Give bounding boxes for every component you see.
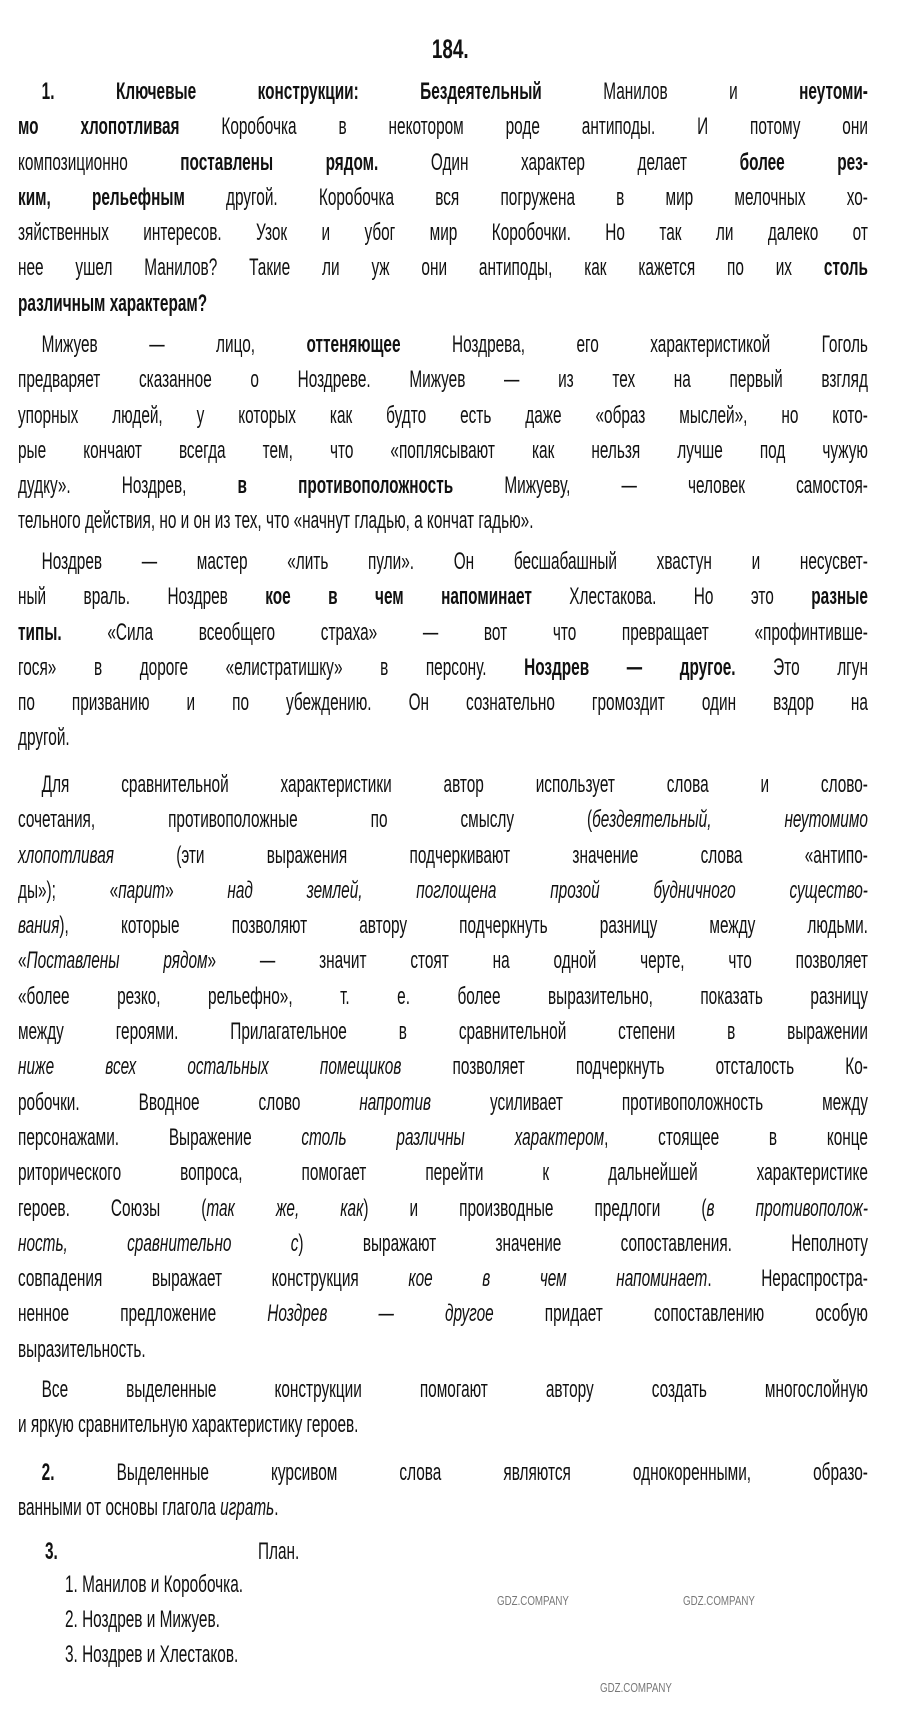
text-line	[18, 109, 868, 144]
text-line-content	[18, 615, 868, 650]
text-segment: «	[18, 947, 27, 975]
italic-text: хлопотливая	[18, 841, 114, 869]
text-segment: Выделенные курсивом слова являются однокоренными, образо-	[54, 1459, 868, 1486]
text-line	[18, 720, 868, 755]
text-line-content	[18, 908, 868, 943]
text-line	[18, 802, 868, 837]
watermark: GDZ.COMPANY	[497, 1593, 569, 1608]
text-segment: риторического вопроса, помогает перейти к дальнейшей характеристике	[18, 1159, 868, 1187]
text-segment: персонажами. Выражение	[18, 1123, 302, 1151]
text-segment: упорных людей, у которых как будто есть даже «образ мыслей», но кото-	[18, 401, 868, 429]
bold-text: 1. Ключевые конструкции: Бездеятельный	[41, 78, 542, 105]
text-line-content	[18, 433, 868, 468]
text-segment: сочетания, противоположные по смыслу (	[18, 806, 593, 834]
italic-text: парит	[118, 876, 166, 904]
text-segment: другой.	[18, 724, 70, 752]
text-line-content	[18, 873, 868, 908]
text-line	[18, 74, 868, 109]
bold-text: в противоположность	[237, 472, 454, 500]
paragraph	[18, 327, 868, 539]
text-line	[18, 1407, 868, 1442]
italic-text: Ноздрев — другое	[267, 1300, 494, 1328]
text-line-content	[18, 74, 868, 109]
text-segment: по призванию и по убеждению. Он сознательно громоздит один вздор на	[18, 689, 868, 717]
text-segment: Манилов и	[541, 78, 800, 105]
italic-text: вания	[18, 912, 60, 940]
text-line-content	[18, 1155, 868, 1190]
text-line	[18, 838, 868, 873]
text-line	[18, 1155, 868, 1190]
text-line-content	[18, 145, 868, 180]
italic-text: кое в чем напоминает	[408, 1265, 708, 1293]
watermark: GDZ.COMPANY	[600, 1680, 672, 1695]
text-line	[18, 1455, 868, 1490]
text-line-content	[18, 503, 868, 538]
italic-text: в противополож-	[706, 1194, 868, 1222]
text-segment: ванными от основы глагола	[18, 1494, 221, 1522]
text-line-content	[18, 544, 868, 579]
text-line	[18, 286, 868, 321]
text-line-content	[18, 327, 868, 362]
text-line-content	[18, 1226, 868, 1261]
text-segment: нее ушел Манилов? Такие ли уж они антиподы, как кажется по их	[18, 254, 824, 282]
text-line	[18, 615, 868, 650]
text-line	[18, 908, 868, 943]
text-line-content	[18, 1407, 868, 1442]
italic-text: напротив	[359, 1088, 432, 1116]
italic-text: так же, как	[206, 1194, 364, 1222]
text-line	[18, 433, 868, 468]
text-line-content	[18, 109, 868, 144]
bold-text: оттеняющее	[306, 331, 401, 358]
bold-text: Ноздрев — другое.	[524, 653, 736, 681]
text-segment: «более резко, рельефно», т. е. более выразительно, показать разницу	[18, 982, 868, 1010]
text-segment: зяйственных интересов. Узок и убог мир Коробочки. Но так ли далеко от	[18, 219, 868, 247]
text-line-content	[18, 1490, 868, 1525]
text-segment: » — значит стоят на одной черте, что позволяет	[207, 947, 868, 975]
text-line	[18, 873, 868, 908]
text-line-content	[18, 979, 868, 1014]
italic-text: играть	[220, 1494, 275, 1522]
plan-item: 3. Ноздрев и Хлестаков.	[65, 1641, 239, 1668]
italic-text: Поставлены рядом	[26, 947, 208, 975]
text-line	[18, 1372, 868, 1407]
text-line	[18, 1490, 868, 1525]
italic-text: бездеятельный, неутомимо	[592, 806, 868, 834]
text-segment: позволяет подчеркнуть отсталость Ко-	[401, 1053, 868, 1081]
bold-text: мо хлопотливая	[18, 113, 180, 141]
text-segment: Мижуев — лицо,	[41, 331, 307, 358]
plan-item: 2. Ноздрев и Мижуев.	[65, 1606, 220, 1633]
bold-text: 2.	[41, 1459, 55, 1486]
text-line	[18, 250, 868, 285]
text-line	[18, 1296, 868, 1331]
text-line-content	[18, 215, 868, 250]
text-line-content	[18, 1372, 868, 1407]
text-segment: робочки. Вводное слово	[18, 1088, 360, 1116]
text-segment: ный враль. Ноздрев	[18, 583, 266, 611]
text-line-content	[18, 398, 868, 433]
text-line-content	[18, 1085, 868, 1120]
text-line-content	[18, 838, 868, 873]
text-segment: Для сравнительной характеристики автор использует слова и слово-	[41, 771, 868, 798]
paragraph	[18, 1455, 868, 1526]
text-segment: .	[274, 1494, 279, 1522]
text-segment: ), которые позволяют автору подчеркнуть разницу между людьми.	[59, 912, 868, 940]
text-line-content	[18, 1120, 868, 1155]
text-segment: Это лгун	[735, 653, 868, 681]
bold-text: неутоми-	[799, 78, 868, 105]
text-segment: «Сила всеобщего страха» — вот что превращает «профинтивше-	[61, 618, 868, 646]
text-line-content	[18, 1261, 868, 1296]
text-segment: Ноздрева, его характеристикой Гоголь	[400, 331, 868, 358]
bold-text: типы.	[18, 618, 62, 646]
text-segment: гося» в дороге «елистратишку» в персону.	[18, 653, 525, 681]
text-line-content	[18, 943, 868, 978]
text-line-content	[18, 1049, 868, 1084]
italic-text: ность, сравнительно с	[18, 1229, 299, 1257]
text-line-content	[18, 650, 868, 685]
text-segment: усиливает противоположность между	[431, 1088, 868, 1116]
watermark: GDZ.COMPANY	[683, 1593, 755, 1608]
text-segment: ненное предложение	[18, 1300, 268, 1328]
text-line-content	[18, 180, 868, 215]
text-line-content	[18, 579, 868, 614]
text-line	[18, 1049, 868, 1084]
text-segment: предваряет сказанное о Ноздреве. Мижуев — из тех на первый взгляд	[18, 366, 868, 394]
text-line-content	[18, 362, 868, 397]
text-line-content	[18, 685, 868, 720]
paragraph	[18, 767, 868, 1367]
text-segment: дудку». Ноздрев,	[18, 472, 238, 500]
text-line	[18, 979, 868, 1014]
text-segment: композиционно	[18, 148, 181, 176]
text-segment: . Нераспростра-	[707, 1265, 868, 1293]
text-line	[18, 503, 868, 538]
bold-text: столь	[823, 254, 868, 282]
text-line-content	[18, 720, 868, 755]
text-segment: Хлестакова. Но это	[531, 583, 812, 611]
text-line	[18, 544, 868, 579]
text-segment: (эти выражения подчеркивают значение слова «антипо-	[113, 841, 868, 869]
text-segment: другой. Коробочка вся погружена в мир мелочных хо-	[184, 183, 868, 211]
text-segment: Все выделенные конструкции помогают автору создать многослойную	[41, 1376, 868, 1403]
text-line	[18, 1085, 868, 1120]
text-line	[18, 685, 868, 720]
text-line	[18, 327, 868, 362]
text-line	[18, 215, 868, 250]
text-line-content	[18, 1191, 868, 1226]
text-line	[18, 1120, 868, 1155]
text-line	[18, 767, 868, 802]
text-line	[18, 468, 868, 503]
text-line-content	[18, 286, 868, 321]
text-line-content	[18, 1455, 868, 1490]
plan-item: 1. Манилов и Коробочка.	[65, 1571, 244, 1598]
text-line	[18, 145, 868, 180]
text-line	[18, 943, 868, 978]
text-line-content	[18, 250, 868, 285]
text-line-content	[18, 1014, 868, 1049]
paragraph	[18, 1372, 868, 1443]
text-line	[18, 1261, 868, 1296]
italic-text: ниже всех остальных помещиков	[18, 1053, 402, 1081]
text-segment: тельного действия, но и он из тех, что «начнут гладью, а кончат гадью».	[18, 507, 534, 535]
text-line-content	[18, 468, 868, 503]
paragraph	[18, 544, 868, 756]
bold-text: более рез-	[739, 148, 868, 176]
text-segment: Ноздрев — мастер «лить пули». Он бесшабашный хвастун и несусвет-	[41, 548, 868, 575]
bold-text: ким, рельефным	[18, 183, 185, 211]
plan-title: План.	[258, 1538, 300, 1565]
text-line	[18, 1014, 868, 1049]
text-segment: ) выражают значение сопоставления. Неполноту	[298, 1229, 868, 1257]
text-line	[18, 398, 868, 433]
text-segment: »	[165, 876, 228, 904]
text-segment: и яркую сравнительную характеристику героев.	[18, 1411, 359, 1439]
text-line	[18, 1226, 868, 1261]
plan-number: 3.	[45, 1538, 58, 1565]
text-segment: героев. Союзы (	[18, 1194, 207, 1222]
text-segment: рые кончают всегда тем, что «поплясывают как нельзя лучше под чужую	[18, 436, 868, 464]
text-line-content	[18, 1296, 868, 1331]
bold-text: поставлены рядом.	[180, 148, 379, 176]
text-segment: выразительность.	[18, 1335, 146, 1363]
text-line	[18, 180, 868, 215]
bold-text: различным характерам?	[18, 289, 208, 317]
text-segment: Мижуеву, — человек самостоя-	[453, 472, 868, 500]
text-segment: придает сопоставлению особую	[493, 1300, 868, 1328]
text-segment: Коробочка в некотором роде антиподы. И потому они	[179, 113, 868, 141]
text-line	[18, 362, 868, 397]
text-segment: между героями. Прилагательное в сравнительной степени в выражении	[18, 1018, 868, 1046]
bold-text: разные	[811, 583, 868, 611]
text-line-content	[18, 802, 868, 837]
text-segment: ды»); «	[18, 876, 119, 904]
italic-text: над землей, поглощена прозой будничного существо-	[227, 876, 868, 904]
text-segment: Один характер делает	[378, 148, 740, 176]
text-segment: совпадения выражает конструкция	[18, 1265, 409, 1293]
text-line	[18, 1332, 868, 1367]
text-line	[18, 1191, 868, 1226]
bold-text: кое в чем напоминает	[265, 583, 532, 611]
page-number: 184.	[431, 34, 469, 64]
text-segment: ) и производные предлоги (	[363, 1194, 707, 1222]
italic-text: столь различны характером	[301, 1123, 605, 1151]
paragraph	[18, 74, 868, 321]
text-line	[18, 579, 868, 614]
text-line-content	[18, 767, 868, 802]
text-line	[18, 650, 868, 685]
text-line-content	[18, 1332, 868, 1367]
text-segment: , стоящее в конце	[604, 1123, 868, 1151]
